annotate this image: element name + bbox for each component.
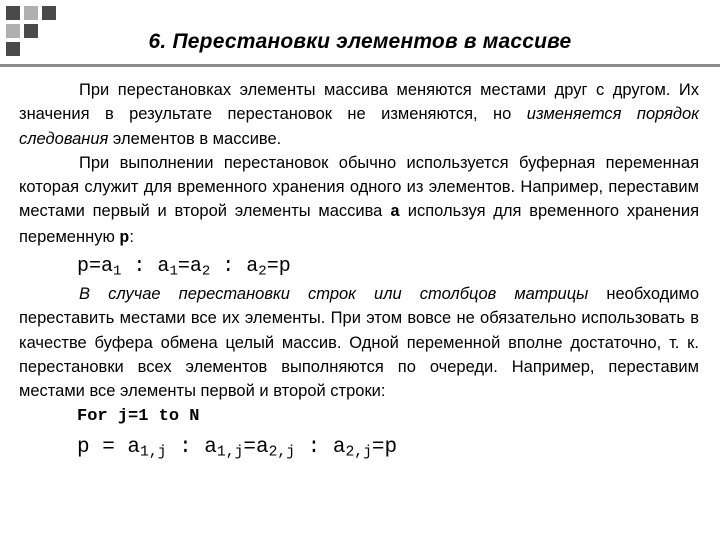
decor-square — [42, 6, 56, 20]
variable-a: a — [390, 202, 400, 222]
code-loop-line: For j=1 to N — [77, 406, 200, 426]
row-swap-formula: $p = a_{1,j}$ : $a_{1,j}=a_{2,j}$ : $a_{2,j}=p$ — [77, 435, 398, 461]
slide-body — [19, 78, 699, 464]
emphasis-text: В случае перестановки строк или столбцов матрицы — [79, 285, 589, 304]
emphasis-text: изменяется порядок следования — [19, 105, 700, 148]
paragraph-intro: При перестановках элементы массива меняются местами друг с другом. Их значения в результате перестановок не изменяются, но изменяется порядок следования элементов в массиве. — [19, 81, 700, 148]
swap-formula: $p=a_1$ : $a_1=a_2$ : $a_2=p$ — [77, 255, 291, 280]
decor-square — [24, 6, 38, 20]
page-title: 6. Перестановки элементов в массиве — [148, 30, 572, 53]
title-divider — [0, 64, 720, 67]
paragraph-matrix: В случае перестановки строк или столбцов матрицы необходимо переставить местами все их элементы. При этом вовсе не обязательно использовать в качестве буфера обмена целый массив. Одной переменной вполне достаточно, т. к. перестановки всех элементов выполняются по очереди. Например, переставим местами все элементы первой и второй строки: — [19, 285, 699, 401]
paragraph-buffer: При выполнении перестановок обычно используется буферная переменная которая служит для временного хранения одного из элементов. Например, переставим местами первый и второй элементы массива a используя для временного хранения переменную p: — [19, 153, 699, 247]
variable-p: p — [119, 227, 130, 247]
decor-square — [6, 6, 20, 20]
